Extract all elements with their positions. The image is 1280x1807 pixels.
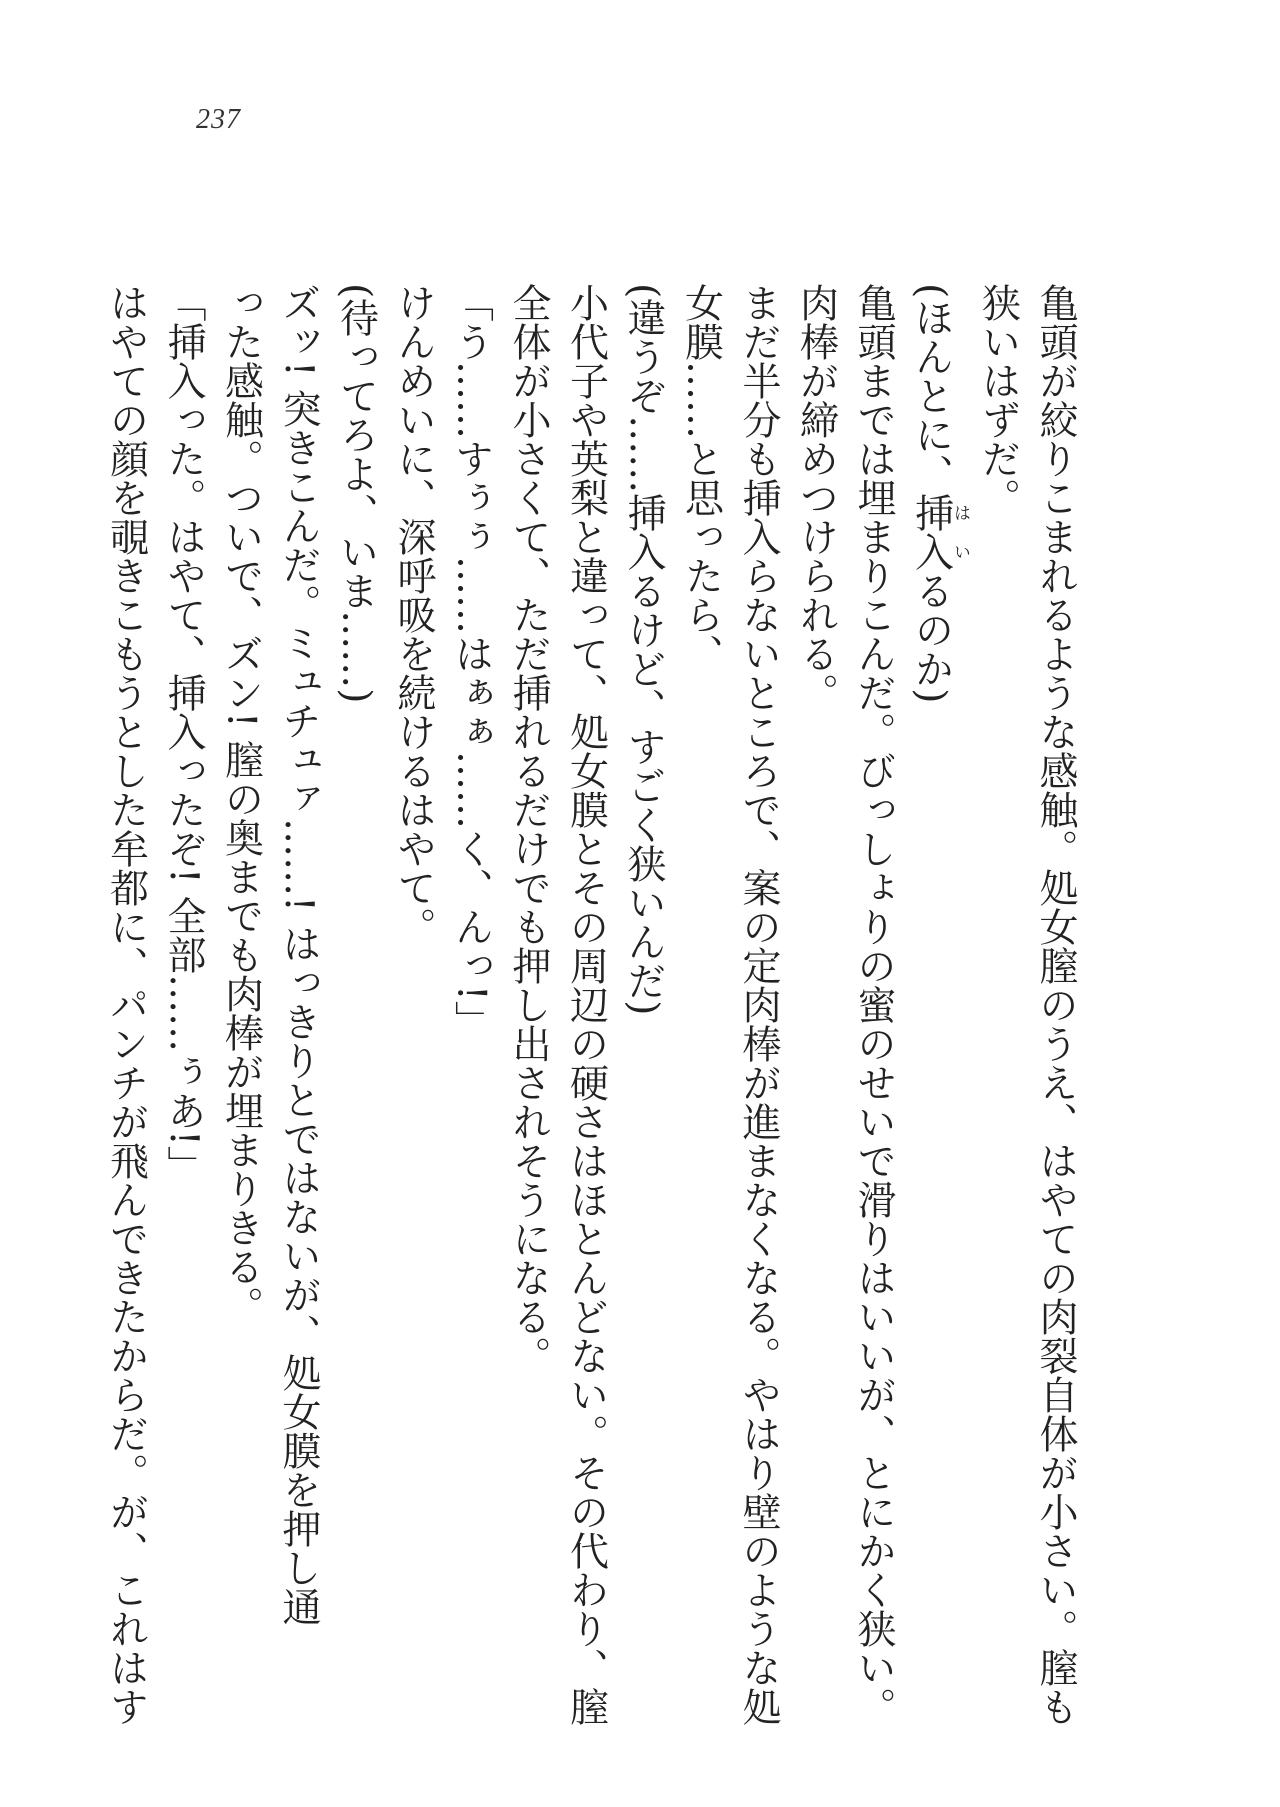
text-line: 「う……すぅぅ……はぁぁ……く、んっ!」 — [448, 283, 494, 1040]
text-line: 全体が小さくて、ただ挿れるだけでも押し出されそうになる。 — [506, 283, 551, 1375]
text-line: 「挿入った。はやて、挿入ったぞ! 全部……ぅあ!」 — [161, 283, 206, 1185]
ruby-line-before: (ほんとに、 — [908, 283, 954, 494]
text-line: 亀頭が絞りこまれるような感触。処女膣のうえ、はやての肉裂自体が小さい。膣も — [1033, 283, 1078, 1726]
vertical-text-body — [103, 283, 1084, 1726]
text-line: 女膜……と思ったら、 — [678, 283, 724, 673]
text-line: った感触。ついで、ズン! 膣の奥までも肉棒が埋まりきる。 — [218, 283, 264, 1326]
text-line: 亀頭までは埋まりこんだ。びっしょりの蜜のせいで滑りはいいが、とにかく狭い。 — [851, 283, 896, 1726]
text-line: はやての顔を覗きこもうとした牟都に、パンチが飛んできたからだ。が、これはす — [103, 283, 149, 1726]
ruby-line-after: るのか) — [908, 571, 954, 704]
page-number: 237 — [196, 104, 241, 135]
text-line: まだ半分も挿入らないところで、案の定肉棒が進まなくなる。やはり壁のような処 — [736, 283, 781, 1726]
text-line: (違うぞ……挿入るけど、すごく狭いんだ) — [621, 283, 666, 1016]
text-line: 小代子や英梨と違って、処女膜とその周辺の硬さはほとんどない。その代わり、膣 — [563, 283, 609, 1726]
text-line: 狭いはずだ。 — [975, 283, 1021, 517]
text-line: (待ってろよ、いま……) — [333, 283, 379, 704]
text-line: ズッ! 突きこんだ。ミュチュァ……! はっきりとではないが、処女膜を押し通 — [276, 283, 321, 1627]
text-line-with-ruby — [902, 283, 969, 1603]
text-line: 肉棒が締めつけられる。 — [793, 283, 839, 712]
ruby-annotation — [908, 493, 970, 572]
text-line: けんめいに、深呼吸を続けるはやて。 — [391, 283, 436, 946]
ruby-reading: はい — [950, 493, 970, 572]
ruby-base: 挿入 — [908, 493, 954, 572]
